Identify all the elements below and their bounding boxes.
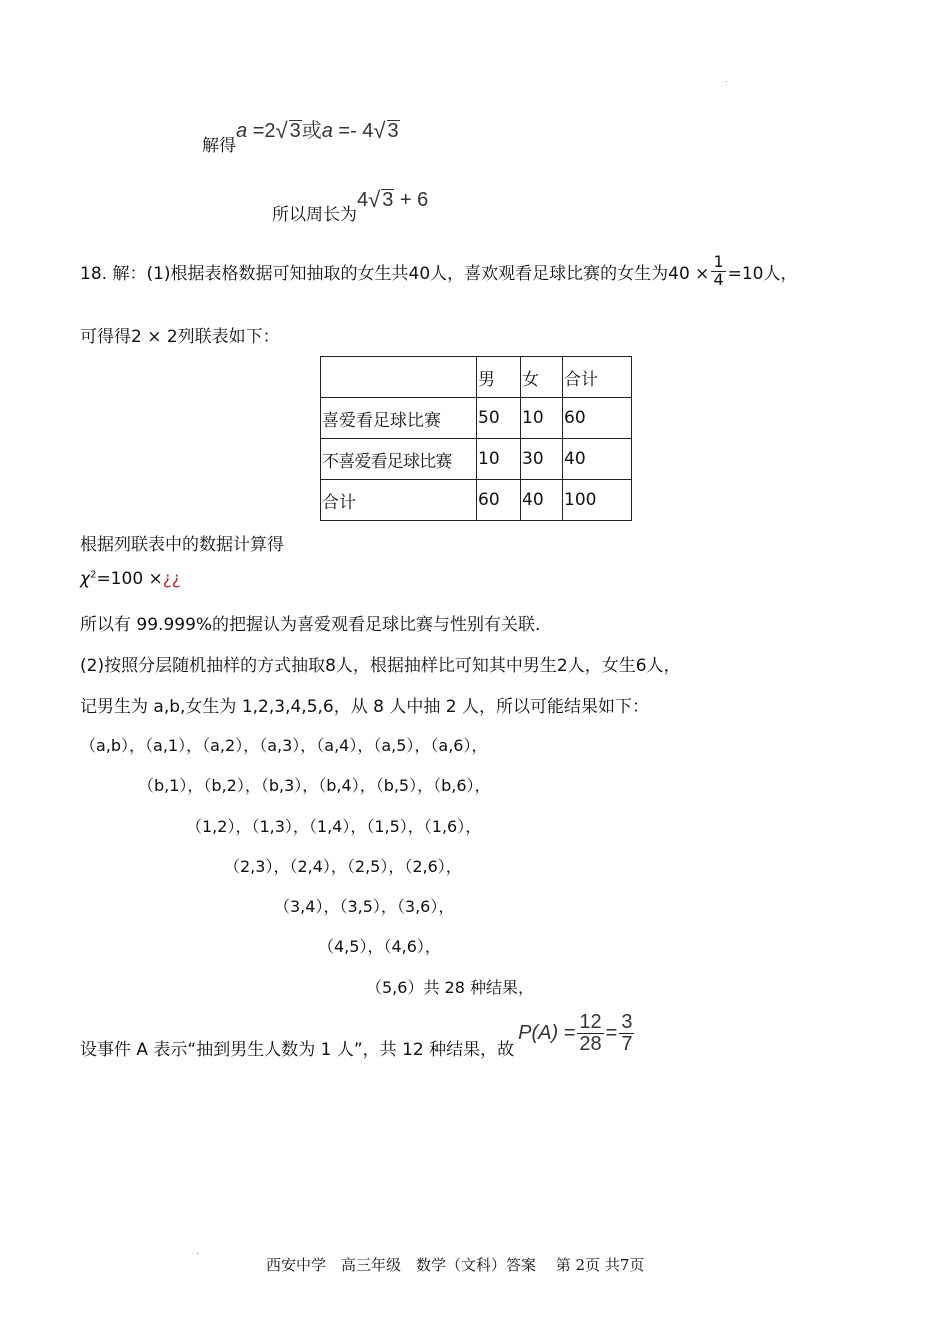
- result-row: （5,6）共 28 种结果，: [366, 978, 534, 997]
- table-cell: 60: [477, 480, 521, 521]
- table-cell: 喜爱看足球比赛: [321, 398, 477, 439]
- table-cell: 40: [521, 480, 563, 521]
- contingency-table: [320, 356, 632, 521]
- perimeter-line: 所以周长为4√ 3 + 6: [272, 187, 429, 225]
- scan-dot: [197, 1253, 198, 1254]
- radical-icon: √: [373, 118, 386, 143]
- part2-line1: (2)按照分层随机抽样的方式抽取8人，根据抽样比可知其中男生2人，女生6人，: [80, 656, 681, 676]
- solve-prefix: 解得: [202, 136, 236, 156]
- table-cell: 合计: [321, 480, 477, 521]
- page-footer: 西安中学 高三年级 数学（文科）答案 第 2页 共7页: [266, 1256, 645, 1274]
- table-cell: 男: [477, 357, 521, 398]
- table-cell: 50: [477, 398, 521, 439]
- q18-intro: 18. 解：(1)根据表格数据可知抽取的女生共40人，喜欢观看足球比赛的女生为40 × $\frac{1}{4}$ =10人，: [80, 252, 798, 289]
- table-row: [321, 398, 632, 439]
- result-row: （1,2），（1,3），（1,4），（1,5），（1,6），: [186, 817, 482, 836]
- fraction: $\frac{12}{28}$: [579, 1011, 602, 1055]
- table-cell: 10: [521, 398, 563, 439]
- fraction: $\frac{1}{4}$: [713, 252, 724, 289]
- table-cell: 女: [521, 357, 563, 398]
- solve-line: [202, 114, 400, 156]
- table-header-row: [321, 357, 632, 398]
- table-cell: 合计: [563, 357, 632, 398]
- radical-icon: √: [368, 187, 381, 212]
- table-cell: 不喜爱看足球比赛: [321, 439, 477, 480]
- perimeter-expression: 4√ 3 + 6: [357, 187, 429, 212]
- table-cell: 60: [563, 398, 632, 439]
- event-line: 设事件 A 表示“抽到男生人数为 1 人”，共 12 种结果，故 P(A) = $\frac{12}{28}$ = $\frac{3}{7}$: [80, 1012, 636, 1055]
- conclusion-line: 所以有 99.999%的把握认为喜爱观看足球比赛与性别有关联.: [80, 615, 541, 635]
- solve-equation: a =2√ 3或a =- 4√ 3: [236, 118, 399, 143]
- table-row: [321, 439, 632, 480]
- table-cell: 30: [521, 439, 563, 480]
- table-cell: 100: [563, 480, 632, 521]
- chi-square-line: $\chi^2=100$ ×¿¿: [80, 569, 181, 589]
- result-row: （3,4），（3,5），（3,6），: [274, 897, 455, 916]
- probability-expression: P(A) = $\frac{12}{28}$ = $\frac{3}{7}$: [518, 1011, 633, 1055]
- q18-table-intro: 可得得2 × 2列联表如下：: [80, 327, 280, 347]
- fraction: $\frac{3}{7}$: [621, 1011, 633, 1055]
- radical-icon: √: [275, 118, 288, 143]
- part2-line2: 记男生为 a,b,女生为 1,2,3,4,5,6，从 8 人中抽 2 人，所以可能结果如下：: [80, 697, 649, 717]
- table-cell: [321, 357, 477, 398]
- result-row: （b,1），（b,2），（b,3），（b,4），（b,5），（b,6），: [138, 776, 491, 795]
- result-row: （2,3），（2,4），（2,5），（2,6），: [224, 857, 462, 876]
- table-cell: 40: [563, 439, 632, 480]
- result-row: （a,b），（a,1），（a,2），（a,3），（a,4），（a,5），（a,6），: [80, 736, 488, 755]
- scan-dot: [726, 81, 727, 82]
- calc-line: 根据列联表中的数据计算得: [80, 535, 284, 555]
- table-row: [321, 480, 632, 521]
- table-cell: 10: [477, 439, 521, 480]
- result-row: （4,5），（4,6），: [318, 937, 441, 956]
